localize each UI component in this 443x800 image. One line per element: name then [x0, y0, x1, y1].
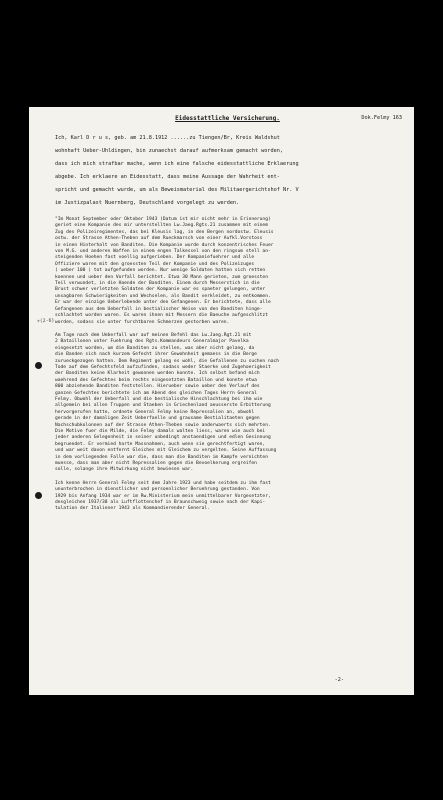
paragraph-line: worden, sodass sie unter furchtbaren Schmerzen gestorben waren. [55, 319, 230, 325]
intro-block [55, 132, 400, 210]
paragraph-line: ostw. der Strasse Athen-Theben auf dem Rueckmarsch von einer Aufkl.Vorstoss [55, 236, 263, 242]
intro-line: abgebe. Ich erklaere an Eidesstatt, dass meine Aussage der Wahrheit ent- [55, 174, 280, 180]
paragraph-line: waehrend des Gefechtes beim rechts eingesetzten Bataillon und konnte etwa [55, 377, 257, 383]
paragraph-line: eingesetzt worden, um die Banditen zu stellen, was aber nicht gelang, da [55, 345, 255, 351]
paragraph-line: 1929 bis Anfang 1934 war er im Rw.Ministerium mein unmittelbarer Vorgesetzter, [55, 493, 271, 499]
paragraph-line: Tode auf dem Gefechtsfeld aufzufinden, sodass weder Staerke und Zugehoerigkeit [55, 364, 271, 370]
paragraph-line: Ich kenne Herrn General Felmy seit dem Jahre 1923 und habe seitdem zu ihm fast [55, 480, 271, 486]
intro-line: im Justizpalast Nuernberg, Deutschland vorgelegt zu werden. [55, 200, 240, 206]
paragraph-line: jeder anderen Gelegenheit in seiner unbedingt anstaendigen und edlen Gesinnung [55, 435, 271, 441]
intro-line: spricht und gemacht wurde, um als Beweismaterial des Militaergerichtshof Nr. V [55, 187, 299, 193]
paragraph-line: "Im Monat September oder Oktober 1943 (Datum ist mir nicht mehr in Erinnerung) [55, 217, 271, 222]
paragraph-line: Zug des Polizeiregimentes, das bei Kleusis lag, in den Bergen nordostw. Eleusis [55, 229, 274, 235]
paragraph [55, 481, 400, 513]
intro-line: Ich, Karl D r u s, geb. am 21.8.1912 ......zu Tiengen/Br, Kreis Waldshut [55, 135, 280, 141]
paragraph-line: Teil verwundet, in die Haende der Banditen. Einem durch Messerstich in die [55, 281, 260, 287]
margin-note: +(2-6) [36, 318, 55, 325]
paragraph-line: begruendet. Er vermied harte Massnahmen, auch wenn sie gerechtfertigt waren, [55, 441, 266, 447]
paragraph-line: Gefangenen aus dem Ueberfall in bestialischer Weise von den Banditen hinge- [55, 306, 263, 312]
paragraph-line: die Banden sich nach kurzem Gefecht ihrer Gewohnheit gemaess in die Berge [55, 352, 257, 358]
paragraph-line: gerade in der damaligen Zeit Ueberfaelle und grausame Bestialitaeten gegen [55, 416, 260, 422]
paragraph-line: Die Motive fuer die Milde, die Felmy damals walten liess, waren wie auch bei [55, 429, 266, 434]
paragraph-line: 800 abziehende Banditen feststellen. Hierueber sowie ueber den Verlauf des [55, 384, 260, 390]
paragraph-line: allgemein bei allen Truppen und Staeben in Griechenland aeusserste Erbitterung [55, 403, 271, 409]
paragraph-line: Offiziere waren mit den groessten Teil der Kompanie und des Polizeizuges [55, 261, 255, 267]
paragraph-line: und war weit davon entfernt Gleiches mit Gleichem zu vergelten. Seine Auffassung [55, 448, 277, 454]
paragraph [55, 333, 400, 474]
paragraph-line: ( ueber 100 ) tot aufgefunden worden. Nur wenige Soldaten hatten sich retten [55, 268, 266, 274]
paragraph-line: in einen Hinterhalt von Banditen. Die Kompanie wurde durch konzentrisches Feuer [55, 242, 274, 248]
paragraph-line: in dem vorliegenden Falle war die, dass man die Banditen im Kampfe vernichten [55, 454, 268, 460]
paragraph-line: geriet eine Kompanie des mir unterstellten Lw.Jaeg.Rgts.21 zusammen mit einem [55, 223, 268, 229]
paragraph-line: ununterbrochen in dienstlicher und persoenlicher Beruehrung gestanden. Von [55, 487, 260, 493]
intro-line: wohnhaft Ueber-Uhldingen, bin zunaechst darauf aufmerksam gemacht worden, [55, 148, 283, 154]
paragraph-line: zurueckgezogen hatten. Dem Regiment gelang es wohl, die Gefallenen zu suchen nach [55, 358, 280, 364]
paragraph-line: 2 Bataillonen unter Fuehrung des Rgts.Kommandeurs Generalmajor Pavelka [55, 339, 249, 345]
paragraph-line: unsagbaren Schwierigkeiten und Wechselen, als Bandit verkleidet, zu entkommen. [55, 293, 271, 299]
paragraph-line: Er war der einzige Ueberlebende unter den Gefangenen. Er berichtete, dass alle [55, 300, 271, 306]
paragraph-line: koennen und ueber den Vorfall berichtet. Etwa 30 Mann gerieten, zum groessten [55, 274, 268, 280]
paragraph-line: Felmy. Obwohl der Ueberfall und die bestialische Hinschlachtung bei ihm wie [55, 396, 263, 402]
punch-hole [35, 362, 42, 369]
paragraph-line: steigenden Hoehen fast voellig aufgerieben. Der Kompaniefuehrer und alle [55, 255, 255, 261]
document-page [29, 107, 414, 695]
intro-line: dass ich mich strafbar mache, wenn ich eine falsche eidesstattliche Erklaerung [55, 161, 299, 167]
paragraph-line: schlachtet worden waren. Es waren ihnen mit Messern die Baeuche aufgeschlitzt [55, 313, 268, 319]
paragraph-line: desgleichen 1937/38 als Luftflottenchef in Braunschweig sowie nach der Kapi- [55, 500, 266, 506]
paragraph-line: Brust schwer verletzten Soldaten der Kompanie war es spaeter gelungen, unter [55, 287, 266, 293]
paragraph-line: Am Tage nach dem Ueberfall war auf meinen Befehl das Lw.Jaeg.Rgt.21 mit [55, 332, 252, 338]
page-number: -2- [334, 677, 344, 683]
paragraph-line: solle, solange ihre Mitwirkung nicht bewiesen war. [55, 467, 194, 473]
paragraph-line: hervorgerufen hatte, ordnete General Felmy keine Repressalien an, obwohl [55, 409, 255, 415]
paragraph-line: muesse, dass man aber nicht Repressalien gegen die Bevoelkerung ergreifen [55, 461, 257, 467]
document-title: Eidesstattliche Versicherung. [175, 115, 280, 122]
punch-hole [35, 492, 42, 499]
document-reference: Dok.Felmy 163 [361, 115, 402, 121]
paragraph-line: tulation der Italiener 1943 als Kommandierender General. [55, 506, 210, 512]
paragraph [55, 217, 400, 326]
paragraph-line: Nachschubkolonnen auf der Strasse Athen-Theben sowie anderwaerts sich mehrten. [55, 422, 271, 428]
body-text [55, 217, 400, 513]
paragraph-line: ganzen Gefechtes berichtete ich am Abend des gleichen Tages Herrn General [55, 390, 257, 396]
paragraph-line: der Banditen keine Klarheit gewonnen werden konnte. Ich selbst befand mich [55, 371, 260, 377]
paragraph-line: von M.G. und anderen Waffen in einem engen Talkessel von den ringsum stell an- [55, 249, 271, 255]
